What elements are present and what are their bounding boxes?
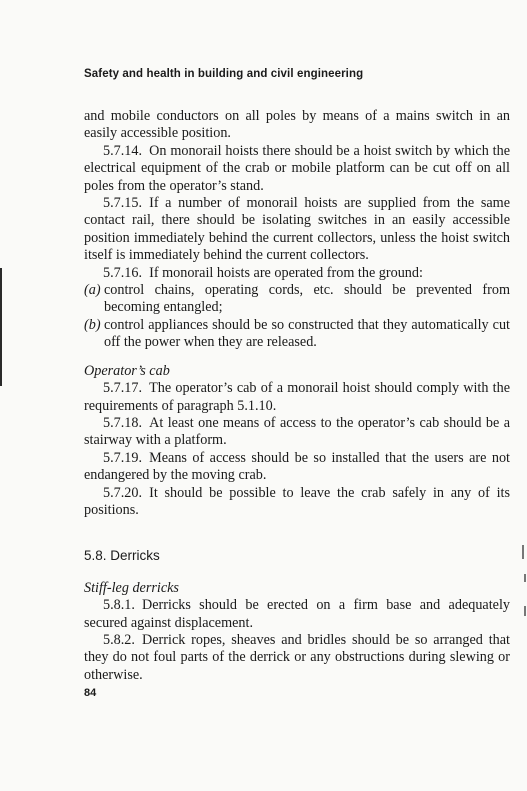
edge-mark xyxy=(524,574,526,582)
paragraph-5-7-18: 5.7.18. At least one means of access to the operator’s cab should be a stairway with a platform. xyxy=(84,414,510,449)
list-item-b-text: control appliances should be so constructed that they automatically cut off the power when they are released. xyxy=(104,316,510,351)
list-marker-a: (a) xyxy=(84,282,101,299)
paragraph-5-8-2: 5.8.2. Derrick ropes, sheaves and bridles should be so arranged that they do not foul parts of the derrick or any obstructions during slewing or otherwise. xyxy=(84,631,510,683)
paragraph-5-7-14: 5.7.14. On monorail hoists there should be a hoist switch by which the electrical equipment of the crab or mobile platform can be cut off on all poles from the operator’s stand. xyxy=(84,142,510,194)
list-item-b xyxy=(84,317,510,352)
page-number: 84 xyxy=(84,687,97,699)
edge-mark xyxy=(524,606,526,616)
paragraph-5-7-16: 5.7.16. If monorail hoists are operated from the ground: xyxy=(103,264,423,281)
list-item-a xyxy=(84,282,510,317)
margin-rule xyxy=(0,268,2,386)
paragraph-5-7-19: 5.7.19. Means of access should be so installed that the users are not endangered by the moving crab. xyxy=(84,449,510,484)
edge-mark xyxy=(522,545,524,559)
paragraph-5-7-15: 5.7.15. If a number of monorail hoists are supplied from the same contact rail, there should be isolating switches in an easily accessible position immediately behind the current collectors, unless the hoist switch itself is immediately behind the current collectors. xyxy=(84,195,510,264)
subheading-operators-cab: Operator’s cab xyxy=(84,362,170,379)
body-text xyxy=(84,108,510,684)
subheading-stiff-leg-derricks: Stiff-leg derricks xyxy=(84,579,179,596)
paragraph-5-8-1: 5.8.1. Derricks should be erected on a firm base and adequately secured against displacement. xyxy=(84,597,510,631)
paragraph-5-7-17: 5.7.17. The operator’s cab of a monorail hoist should comply with the requirements of paragraph 5.1.10. xyxy=(84,380,510,414)
running-head: Safety and health in building and civil engineering xyxy=(84,68,364,80)
list-item-a-text: control chains, operating cords, etc. should be prevented from becoming entangled; xyxy=(104,282,510,316)
paragraph-5-7-20: 5.7.20. It should be possible to leave the crab safely in any of its positions. xyxy=(84,484,510,518)
paragraph-continuation: and mobile conductors on all poles by means of a mains switch in an easily accessible position. xyxy=(84,108,510,142)
section-heading-derricks: 5.8. Derricks xyxy=(84,548,160,564)
list-marker-b: (b) xyxy=(84,316,101,333)
